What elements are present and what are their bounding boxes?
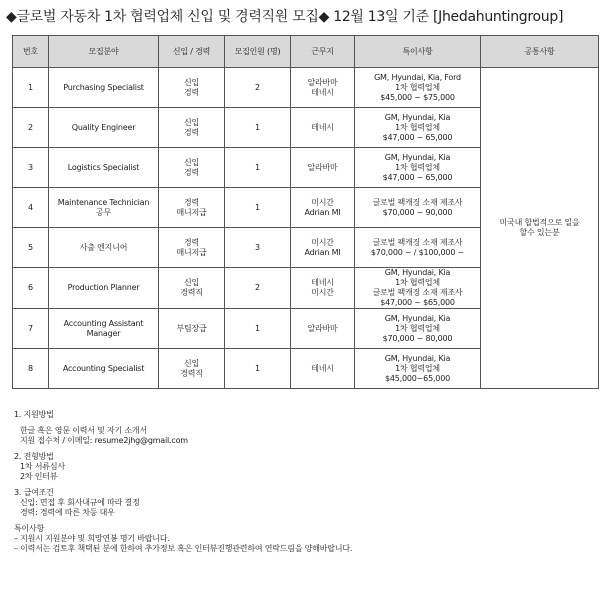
process-line-1: 1차 서류심사 [20, 462, 65, 471]
position-cell-line: 공무 [95, 207, 112, 217]
headcount-cell: 1 [225, 148, 291, 188]
position-cell [49, 108, 159, 148]
header-location: 근무지 [291, 36, 355, 68]
location-cell [291, 309, 355, 349]
position-cell-line: Maintenance Technician [57, 197, 150, 207]
special-cell-line: GM, Hyundai, Kia [384, 313, 451, 323]
headcount-cell: 2 [225, 68, 291, 108]
location-cell-line: 미시간 [311, 237, 334, 247]
position-cell-line: Production Planner [67, 283, 140, 292]
special-cell-line: 1차 협력업체 [395, 162, 440, 172]
experience-cell [159, 268, 225, 309]
position-cell [49, 309, 159, 349]
experience-cell [159, 148, 225, 188]
location-cell-line: 알라바마 [307, 77, 338, 87]
special-cell-line: 글로벌 팩캐징 소재 제조사 [372, 237, 463, 247]
location-cell [291, 349, 355, 389]
position-cell-line: Accounting Assistant [63, 318, 144, 328]
experience-cell [159, 309, 225, 349]
special-cell-line: GM, Hyundai, Kia [384, 353, 451, 363]
special-cell-line: GM, Hyundai, Kia [384, 268, 451, 277]
experience-cell-line: 신입 [183, 358, 200, 368]
position-cell [49, 349, 159, 389]
job-table [12, 35, 599, 389]
experience-cell [159, 188, 225, 228]
experience-cell-line: 경력직 [180, 368, 203, 378]
experience-cell-line: 신입 [183, 278, 200, 287]
location-cell-line: 테네시 [311, 87, 334, 97]
location-cell-line: 테네시 [311, 278, 334, 287]
process-line-2: 2차 인터뷰 [20, 472, 58, 481]
headcount-cell: 1 [225, 309, 291, 349]
position-cell-line: Accounting Specialist [62, 363, 145, 373]
table-row [13, 68, 599, 108]
experience-cell-line: 경력 [183, 87, 200, 97]
row-number: 2 [13, 108, 49, 148]
process-heading: 2. 전형방법 [14, 452, 54, 461]
special-cell [355, 148, 481, 188]
page-title: ◆글로벌 자동차 1차 협력업체 신입 및 경력직원 모집◆ 12월 13일 기준 [Jhedahuntingroup] [6, 9, 564, 25]
special-cell [355, 108, 481, 148]
special-cell-line: GM, Hyundai, Kia [384, 112, 451, 122]
special-cell [355, 309, 481, 349]
special-cell-line: 글로벌 팩캐징 소재 제조사 [372, 288, 463, 297]
location-cell-line: 미시간 [311, 288, 334, 297]
location-cell [291, 68, 355, 108]
location-cell-line: 미시간 [311, 197, 334, 207]
experience-cell-line: 신입 [183, 157, 200, 167]
position-cell-line: Purchasing Specialist [63, 82, 144, 92]
special-cell-line: 1차 협력업체 [395, 323, 440, 333]
position-cell-line: Logistics Specialist [67, 162, 140, 172]
special-cell-line: $45,000~65,000 [385, 373, 450, 383]
salary-line-1: 신입: 면접 후 회사내규에 따라 결정 [20, 498, 140, 507]
headcount-cell: 2 [225, 268, 291, 309]
experience-cell-line: 신입 [183, 117, 200, 127]
row-number: 7 [13, 309, 49, 349]
row-number: 3 [13, 148, 49, 188]
header-field: 모집분야 [49, 36, 159, 68]
salary-line-2: 경력: 경력에 따른 차등 대우 [20, 508, 115, 517]
row-number: 1 [13, 68, 49, 108]
position-cell [49, 268, 159, 309]
special-cell-line: $70,000 ~ 80,000 [382, 333, 453, 343]
row-number: 5 [13, 228, 49, 268]
headcount-cell: 3 [225, 228, 291, 268]
experience-cell-line: 경력직 [180, 288, 203, 297]
position-cell-line: 사출 엔지니어 [79, 242, 128, 252]
location-cell-line: Adrian MI [304, 207, 341, 217]
experience-cell-line: 경력 [183, 237, 200, 247]
special-cell-line: 글로벌 팩캐징 소재 제조사 [372, 197, 463, 207]
experience-cell [159, 349, 225, 389]
special-cell-line: $70,000 ~ 90,000 [382, 207, 453, 217]
location-cell-line: Adrian MI [304, 247, 341, 257]
location-cell [291, 108, 355, 148]
special-cell-line: 1차 협력업체 [395, 278, 440, 287]
location-cell-line: 알라바마 [307, 323, 338, 333]
position-cell [49, 188, 159, 228]
experience-cell-line: 신입 [183, 77, 200, 87]
experience-cell [159, 68, 225, 108]
special-cell [355, 349, 481, 389]
position-cell-line: Quality Engineer [71, 122, 136, 132]
special-cell-line: GM, Hyundai, Kia [384, 152, 451, 162]
location-cell-line: 테네시 [311, 122, 334, 132]
headcount-cell: 1 [225, 188, 291, 228]
row-number: 6 [13, 268, 49, 309]
experience-cell-line: 경력 [183, 127, 200, 137]
experience-cell-line: 경력 [183, 167, 200, 177]
position-cell [49, 148, 159, 188]
special-cell-line: $47,000 ~ $65,000 [380, 298, 455, 307]
location-cell-line: 테네시 [311, 363, 334, 373]
common-note-line: 할수 있는분 [519, 228, 560, 237]
experience-cell [159, 228, 225, 268]
apply-heading: 1. 지원방법 [14, 410, 54, 419]
notes-section [14, 410, 594, 554]
header-common: 공통사항 [481, 36, 599, 68]
location-cell [291, 268, 355, 309]
experience-cell-line: 매니저급 [176, 247, 207, 257]
special-heading: 특이사항 [14, 524, 45, 533]
special-line-2: – 이력서는 검토후 책택된 분에 한하여 추가정보 혹은 인터뷰진행관련하여 연락드림을 양해바랍니다. [14, 544, 353, 553]
experience-cell-line: 경력 [183, 197, 200, 207]
header-count: 모집인원 (명) [225, 36, 291, 68]
header-type: 신입 / 경력 [159, 36, 225, 68]
common-note-line: 미국내 합법적으로 일을 [499, 218, 580, 227]
location-cell [291, 228, 355, 268]
special-cell [355, 68, 481, 108]
special-cell-line: $47,000 ~ 65,000 [382, 172, 453, 182]
special-cell-line: $70,000 ~ / $100,000 ~ [370, 247, 465, 257]
special-cell-line: $45,000 ~ $75,000 [380, 92, 455, 102]
headcount-cell: 1 [225, 108, 291, 148]
salary-heading: 3. 급여조건 [14, 488, 54, 497]
location-cell [291, 148, 355, 188]
common-note-cell [481, 68, 599, 389]
special-cell-line: $47,000 ~ 65,000 [382, 132, 453, 142]
headcount-cell: 1 [225, 349, 291, 389]
position-cell [49, 68, 159, 108]
apply-line-1: 한글 혹은 영문 이력서 및 자기 소개서 [20, 426, 147, 435]
apply-line-2: 지원 접수처 / 이메일: resume2jhg@gmail.com [20, 436, 188, 445]
special-cell-line: 1차 협력업체 [395, 363, 440, 373]
location-cell [291, 188, 355, 228]
position-cell-line: Manager [86, 328, 121, 338]
special-cell [355, 228, 481, 268]
row-number: 8 [13, 349, 49, 389]
special-cell [355, 188, 481, 228]
special-cell-line: 1차 협력업체 [395, 122, 440, 132]
table-header-row [13, 36, 599, 68]
position-cell [49, 228, 159, 268]
header-special: 특이사항 [355, 36, 481, 68]
special-cell-line: GM, Hyundai, Kia, Ford [374, 72, 461, 82]
location-cell-line: 알라바마 [307, 162, 338, 172]
header-no: 번호 [13, 36, 49, 68]
experience-cell-line: 매니저급 [176, 207, 207, 217]
special-line-1: – 지원시 지원분야 및 희망연봉 명기 바랍니다. [14, 534, 170, 543]
experience-cell-line: 부팀장급 [176, 323, 207, 333]
special-cell [355, 268, 481, 309]
experience-cell [159, 108, 225, 148]
row-number: 4 [13, 188, 49, 228]
special-cell-line: 1차 협력업체 [395, 82, 440, 92]
